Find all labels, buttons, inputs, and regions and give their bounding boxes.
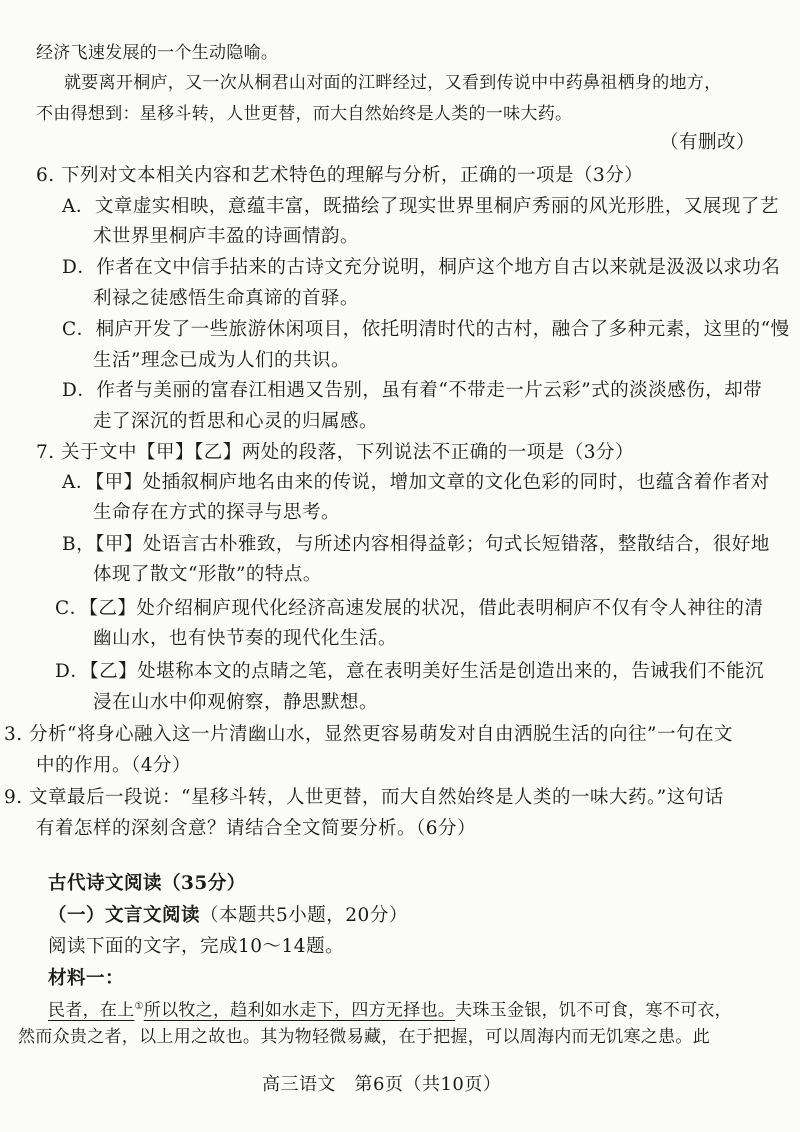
source-note: （有删改） [660, 132, 756, 153]
q7-option-c-cont: 幽山水，也有快节奏的现代化生活。 [93, 628, 398, 649]
passage-line: 不由得想到：星移斗转，人世更替，而大自然始终是人类的一味大药。 [36, 104, 573, 124]
q7-option-b: B，【甲】处语言古朴雅致，与所述内容相得益彰；句式长短错落，整散结合，很好地 [62, 534, 770, 555]
q6-option-d-cont: 走了深沉的哲思和心灵的归属感。 [93, 411, 379, 432]
passage-line: 就要离开桐庐，又一次从桐君山对面的江畔经过，又看到传说中中药鼻祖栖身的地方， [64, 73, 722, 93]
material-line-1 [48, 994, 732, 1024]
footnote-marker: ① [134, 1001, 144, 1012]
q6-option-a: A．文章虚实相映，意蕴丰富，既描绘了现实世界里桐庐秀丽的风光形胜，又展现了艺 [62, 196, 779, 217]
q7-option-c: C．【乙】处介绍桐庐现代化经济高速发展的状况，借此表明桐庐不仅有令人神往的清 [55, 598, 764, 619]
q7-option-d: D．【乙】处堪称本文的点睛之笔，意在表明美好生活是创造出来的，告诫我们不能沉 [55, 661, 765, 682]
underlined-phrase: 所以牧之，趋利如水走下，四方无择也。 [143, 1000, 456, 1021]
q6-option-c-cont: 生活”理念已成为人们的共识。 [93, 350, 350, 371]
reading-instruction: 阅读下面的文字，完成10～14题。 [48, 936, 345, 957]
material-text: 夫珠玉金银，饥不可食，寒不可衣， [455, 1000, 732, 1021]
material-line-2: 然而众贵之者，以上用之故也。其为物轻微易藏，在于把握，可以周海内而无饥寒之患。此 [18, 1027, 710, 1047]
subsection-heading [48, 903, 408, 929]
question-8-cont: 中的作用。（4分） [36, 755, 192, 776]
subsection-title: （一）文言文阅读 [48, 905, 201, 926]
q6-option-a-cont: 术世界里桐庐丰盈的诗画情韵。 [93, 226, 360, 247]
underlined-phrase: 民者，在上 [48, 1000, 135, 1021]
question-9: 9. 文章最后一段说：“星移斗转，人世更替，而大自然始终是人类的一味大药。”这句话 [4, 787, 724, 808]
subsection-note: （本题共5小题，20分） [200, 905, 408, 926]
q7-option-d-cont: 浸在山水中仰观俯察，静思默想。 [93, 692, 379, 713]
q6-option-c: C．桐庐开发了一些旅游休闲项目，依托明清时代的古村，融合了多种元素，这里的“慢 [62, 319, 790, 340]
material-label: 材料一： [48, 968, 125, 989]
q6-option-d: D．作者与美丽的富春江相遇又告别，虽有着“不带走一片云彩”式的淡淡感伤，却带 [62, 380, 763, 401]
q7-option-a: A．【甲】处插叙桐庐地名由来的传说，增加文章的文化色彩的同时，也蕴含着作者对 [62, 472, 770, 493]
question-7-stem: 7. 关于文中【甲】【乙】两处的段落，下列说法不正确的一项是（3分） [36, 442, 635, 463]
passage-line: 经济飞速发展的一个生动隐喻。 [36, 43, 279, 63]
q6-option-b-cont: 利禄之徒感悟生命真谛的首驿。 [93, 288, 360, 309]
section-heading: 古代诗文阅读（35分） [48, 873, 246, 894]
q7-option-b-cont: 体现了散文“形散”的特点。 [93, 564, 322, 585]
q7-option-a-cont: 生命存在方式的探寻与思考。 [93, 502, 341, 523]
question-9-cont: 有着怎样的深刻含意？请结合全文简要分析。（6分） [36, 818, 477, 839]
question-8: 3. 分析“将身心融入这一片清幽山水，显然更容易萌发对自由洒脱生活的向往”一句在文 [4, 724, 733, 745]
page-footer: 高三语文 第6页（共10页） [262, 1074, 502, 1095]
question-6-stem: 6. 下列对文本相关内容和艺术特色的理解与分析，正确的一项是（3分） [36, 165, 644, 186]
q6-option-b: D．作者在文中信手拈来的古诗文充分说明，桐庐这个地方自古以来就是汲汲以求功名 [62, 257, 781, 278]
